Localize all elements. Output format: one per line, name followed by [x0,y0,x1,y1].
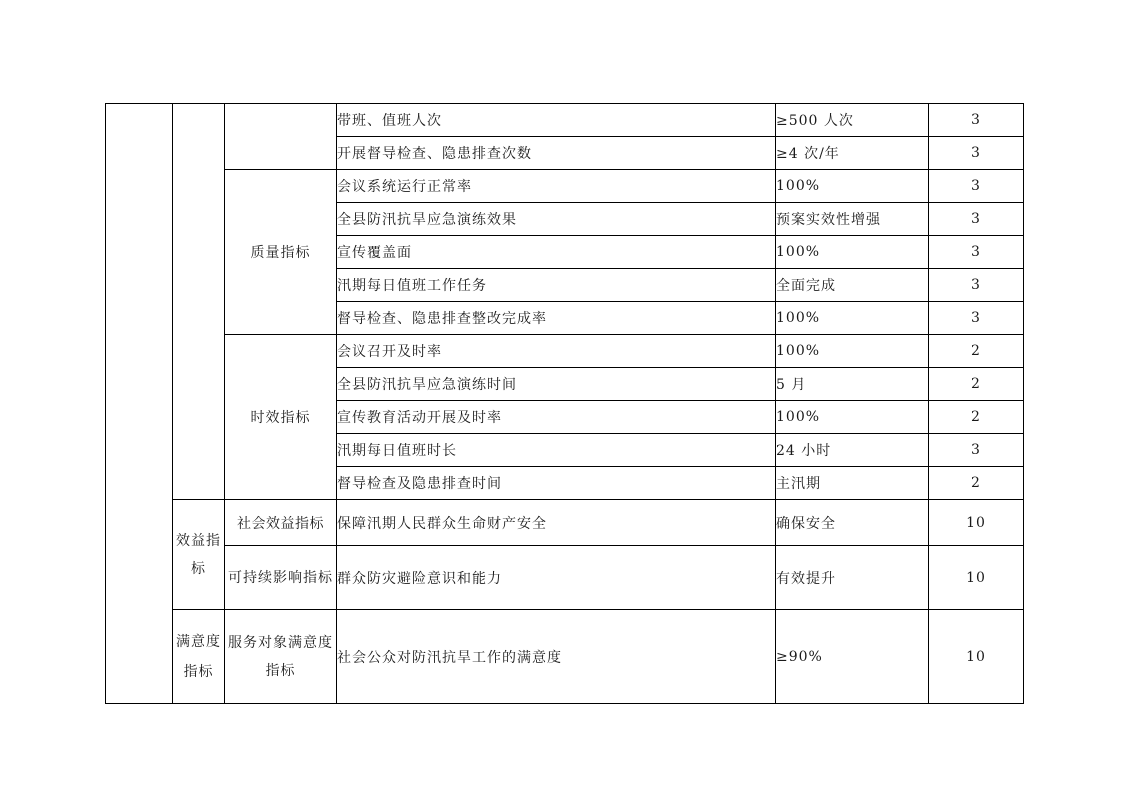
score-cell: 3 [929,302,1024,335]
target-cell: 100% [776,302,929,335]
target-cell: 100% [776,170,929,203]
score-cell: 2 [929,467,1024,500]
indicator-cell: 宣传教育活动开展及时率 [337,401,776,434]
score-cell: 10 [929,500,1024,546]
level3-cell-sustainable-impact: 可持续影响指标 [225,546,337,610]
level2-cell-output [173,104,225,500]
target-cell: 全面完成 [776,269,929,302]
indicator-cell: 督导检查、隐患排查整改完成率 [337,302,776,335]
level1-cell [106,104,173,704]
indicator-cell: 保障汛期人民群众生命财产安全 [337,500,776,546]
level3-cell-quality: 质量指标 [225,170,337,335]
indicator-cell: 会议召开及时率 [337,335,776,368]
target-cell: 24 小时 [776,434,929,467]
score-cell: 3 [929,236,1024,269]
level3-cell-social-benefit: 社会效益指标 [225,500,337,546]
target-cell: 100% [776,236,929,269]
table-row [106,170,1024,203]
score-cell: 3 [929,137,1024,170]
table-row [106,500,1024,546]
target-cell: 100% [776,335,929,368]
score-cell: 2 [929,368,1024,401]
target-cell: 有效提升 [776,546,929,610]
score-cell: 3 [929,434,1024,467]
indicator-cell: 全县防汛抗旱应急演练时间 [337,368,776,401]
score-cell: 3 [929,104,1024,137]
target-cell: ≥500 人次 [776,104,929,137]
indicator-cell: 汛期每日值班时长 [337,434,776,467]
indicator-cell: 群众防灾避险意识和能力 [337,546,776,610]
indicator-cell: 带班、值班人次 [337,104,776,137]
indicator-cell: 督导检查及隐患排查时间 [337,467,776,500]
table-row [106,610,1024,704]
level3-cell-timeliness: 时效指标 [225,335,337,500]
indicator-cell: 开展督导检查、隐患排查次数 [337,137,776,170]
score-cell: 2 [929,401,1024,434]
table-row [106,546,1024,610]
score-cell: 10 [929,546,1024,610]
target-cell: 预案实效性增强 [776,203,929,236]
target-cell: 100% [776,401,929,434]
indicator-cell: 宣传覆盖面 [337,236,776,269]
target-cell: ≥90% [776,610,929,704]
indicator-cell: 全县防汛抗旱应急演练效果 [337,203,776,236]
score-cell: 3 [929,203,1024,236]
target-cell: 主汛期 [776,467,929,500]
score-cell: 3 [929,170,1024,203]
level2-cell-benefit: 效益指标 [173,500,225,610]
target-cell: ≥4 次/年 [776,137,929,170]
level3-cell-quantity [225,104,337,170]
indicator-cell: 会议系统运行正常率 [337,170,776,203]
level2-cell-satisfaction: 满意度指标 [173,610,225,704]
score-cell: 10 [929,610,1024,704]
indicator-cell: 社会公众对防汛抗旱工作的满意度 [337,610,776,704]
score-cell: 2 [929,335,1024,368]
level3-cell-service-satisfaction: 服务对象满意度指标 [225,610,337,704]
indicator-cell: 汛期每日值班工作任务 [337,269,776,302]
target-cell: 确保安全 [776,500,929,546]
table-row [106,335,1024,368]
table-row [106,104,1024,137]
performance-indicator-table [105,103,1024,704]
score-cell: 3 [929,269,1024,302]
target-cell: 5 月 [776,368,929,401]
